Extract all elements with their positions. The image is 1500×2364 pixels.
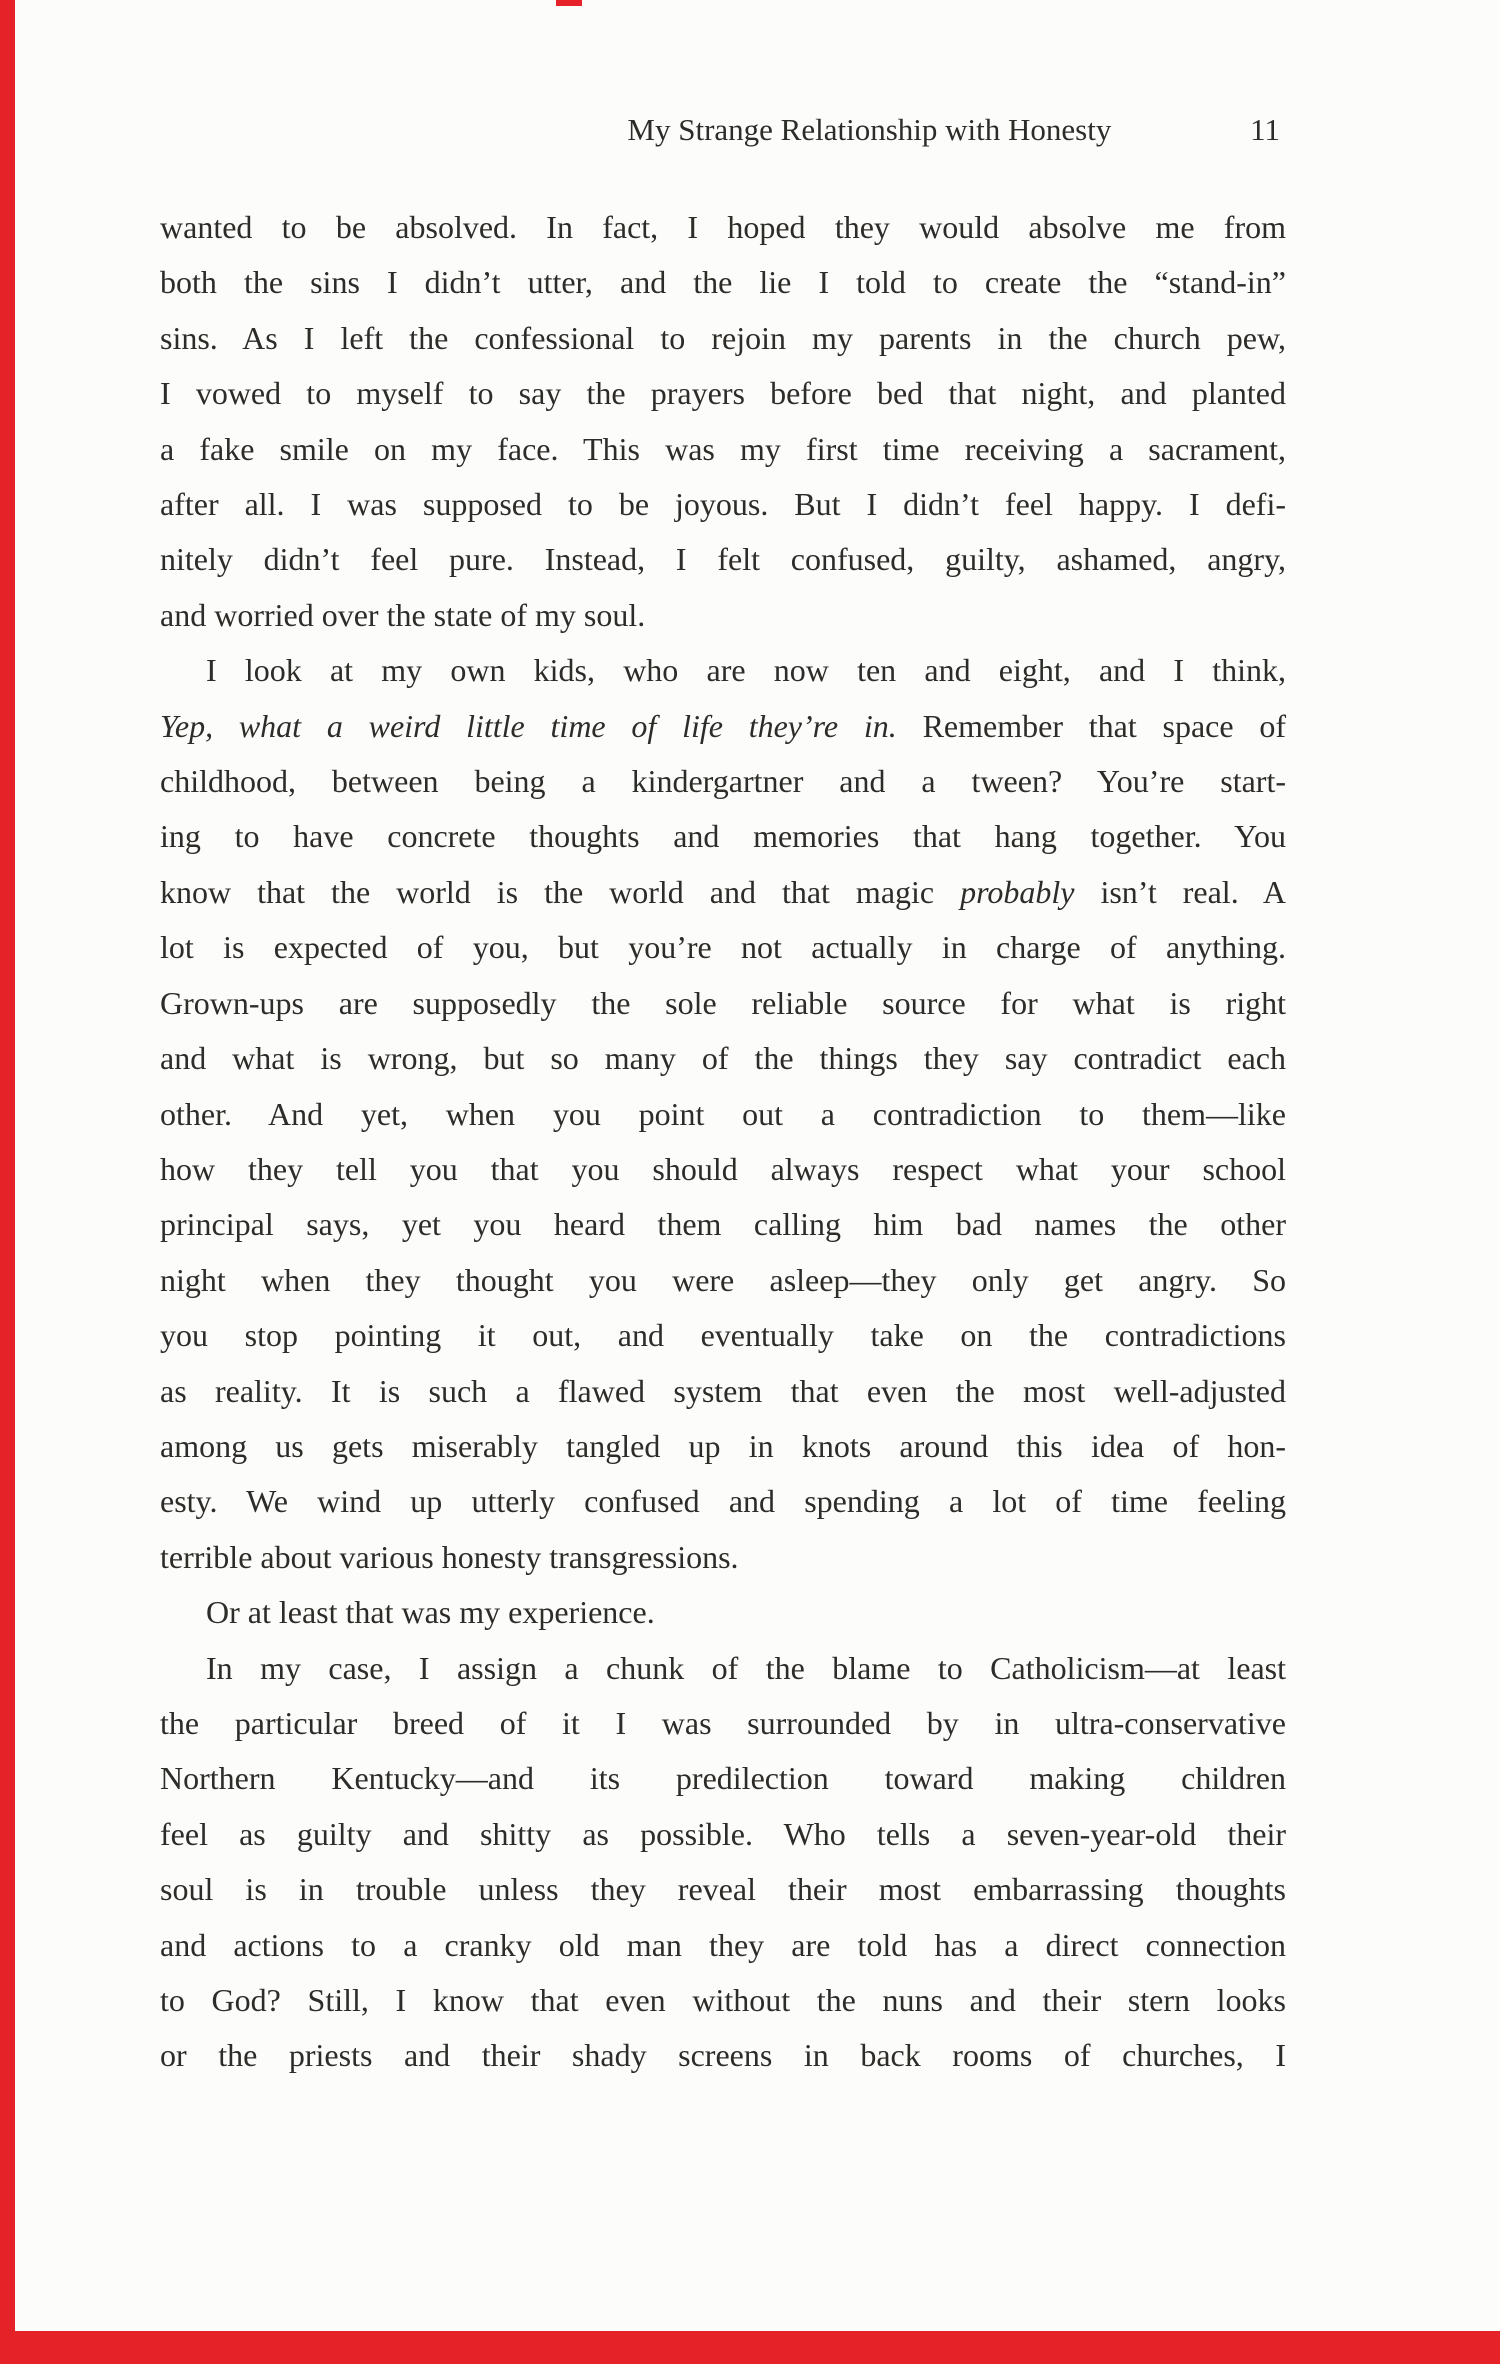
text-line	[160, 1197, 1286, 1252]
text-line	[160, 865, 1286, 920]
running-header-title: My Strange Relationship with Honesty	[627, 112, 1112, 147]
text-line	[160, 1031, 1286, 1086]
text-line	[160, 1474, 1286, 1529]
text-line	[160, 976, 1286, 1031]
text-segment: sins. As I left the confessional to rejoin my parents in the church pew,	[160, 319, 1286, 356]
text-line	[160, 1696, 1286, 1751]
text-segment: feel as guilty and shitty as possible. Who tells a seven-year-old their	[160, 1815, 1286, 1852]
text-segment: as reality. It is such a flawed system that even the most well-adjusted	[160, 1372, 1286, 1409]
text-line	[160, 200, 1286, 255]
text-segment: and worried over the state of my soul.	[160, 596, 646, 633]
italic-text-segment: Yep, what a weird little time of life they’re in.	[160, 707, 897, 744]
text-line	[160, 255, 1286, 310]
text-line	[160, 1530, 1286, 1585]
text-segment: to God? Still, I know that even without the nuns and their stern looks	[160, 1982, 1286, 2018]
text-segment: how they tell you that you should always respect what your school	[160, 1150, 1286, 1187]
text-segment: both the sins I didn’t utter, and the lie I told to create the “stand-in”	[160, 264, 1286, 301]
text-segment: esty. We wind up utterly confused and spending a lot of time feeling	[160, 1483, 1286, 1520]
text-segment: the particular breed of it I was surrounded by in ultra-conservative	[160, 1704, 1286, 1741]
text-segment: soul is in trouble unless they reveal their most embarrassing thoughts	[160, 1871, 1286, 1908]
text-line	[160, 532, 1286, 587]
text-segment: and actions to a cranky old man they are told has a direct connection	[160, 1926, 1286, 1963]
text-segment: childhood, between being a kindergartner and a tween? You’re start-	[160, 763, 1286, 800]
text-line	[160, 809, 1286, 864]
text-line	[160, 366, 1286, 421]
text-segment: principal says, yet you heard them calling him bad names the other	[160, 1206, 1286, 1243]
text-segment: wanted to be absolved. In fact, I hoped they would absolve me from	[160, 209, 1286, 245]
text-segment: you stop pointing it out, and eventually take on the contradictions	[160, 1317, 1286, 1354]
body-text	[160, 200, 1286, 2084]
text-segment: nitely didn’t feel pure. Instead, I felt confused, guilty, ashamed, angry,	[160, 541, 1286, 578]
text-line	[160, 1087, 1286, 1142]
text-line	[160, 2028, 1286, 2083]
book-cover-bottom-edge	[0, 2331, 1500, 2364]
text-line	[160, 643, 1286, 698]
text-segment: among us gets miserably tangled up in knots around this idea of hon-	[160, 1427, 1286, 1464]
text-segment: night when they thought you were asleep—they only get angry. So	[160, 1261, 1286, 1298]
running-header	[160, 108, 1286, 152]
page-number: 11	[1250, 112, 1280, 147]
text-segment: In my case, I assign a chunk of the blame to Catholicism—at least	[206, 1649, 1286, 1686]
text-segment: ing to have concrete thoughts and memories that hang together. You	[160, 818, 1286, 855]
text-segment: terrible about various honesty transgressions.	[160, 1538, 739, 1575]
text-line	[160, 699, 1286, 754]
text-line	[160, 1585, 1286, 1640]
text-segment: Remember that space of	[896, 707, 1287, 744]
text-segment: a fake smile on my face. This was my first time receiving a sacrament,	[160, 430, 1286, 467]
text-line	[160, 920, 1286, 975]
text-line	[160, 1308, 1286, 1363]
text-segment: other. And yet, when you point out a contradiction to them—like	[160, 1095, 1286, 1132]
text-line	[160, 1918, 1286, 1973]
text-line	[160, 1419, 1286, 1474]
text-line	[160, 422, 1286, 477]
text-segment: know that the world is the world and that magic	[160, 873, 961, 910]
text-line	[160, 311, 1286, 366]
text-segment: Or at least that was my experience.	[206, 1594, 655, 1631]
text-segment: or the priests and their shady screens in back rooms of churches, I	[160, 2037, 1286, 2074]
text-line	[160, 1364, 1286, 1419]
text-line	[160, 1142, 1286, 1197]
text-line	[160, 1641, 1286, 1696]
book-cover-top-tick	[556, 0, 582, 6]
book-cover-left-edge	[0, 0, 15, 2364]
italic-text-segment: probably	[960, 873, 1075, 910]
text-line	[160, 1751, 1286, 1806]
text-line	[160, 1807, 1286, 1862]
text-segment: isn’t real. A	[1074, 873, 1287, 910]
text-line	[160, 588, 1286, 643]
text-segment: Grown-ups are supposedly the sole reliable source for what is right	[160, 984, 1286, 1021]
text-line	[160, 1973, 1286, 2028]
text-segment: after all. I was supposed to be joyous. But I didn’t feel happy. I defi-	[160, 486, 1286, 523]
text-line	[160, 754, 1286, 809]
text-segment: I vowed to myself to say the prayers before bed that night, and planted	[160, 375, 1286, 412]
text-segment: I look at my own kids, who are now ten and eight, and I think,	[206, 652, 1286, 689]
text-line	[160, 477, 1286, 532]
text-segment: and what is wrong, but so many of the things they say contradict each	[160, 1040, 1286, 1077]
text-segment: Northern Kentucky—and its predilection toward making children	[160, 1760, 1286, 1797]
text-line	[160, 1862, 1286, 1917]
text-segment: lot is expected of you, but you’re not actually in charge of anything.	[160, 929, 1286, 966]
text-line	[160, 1253, 1286, 1308]
